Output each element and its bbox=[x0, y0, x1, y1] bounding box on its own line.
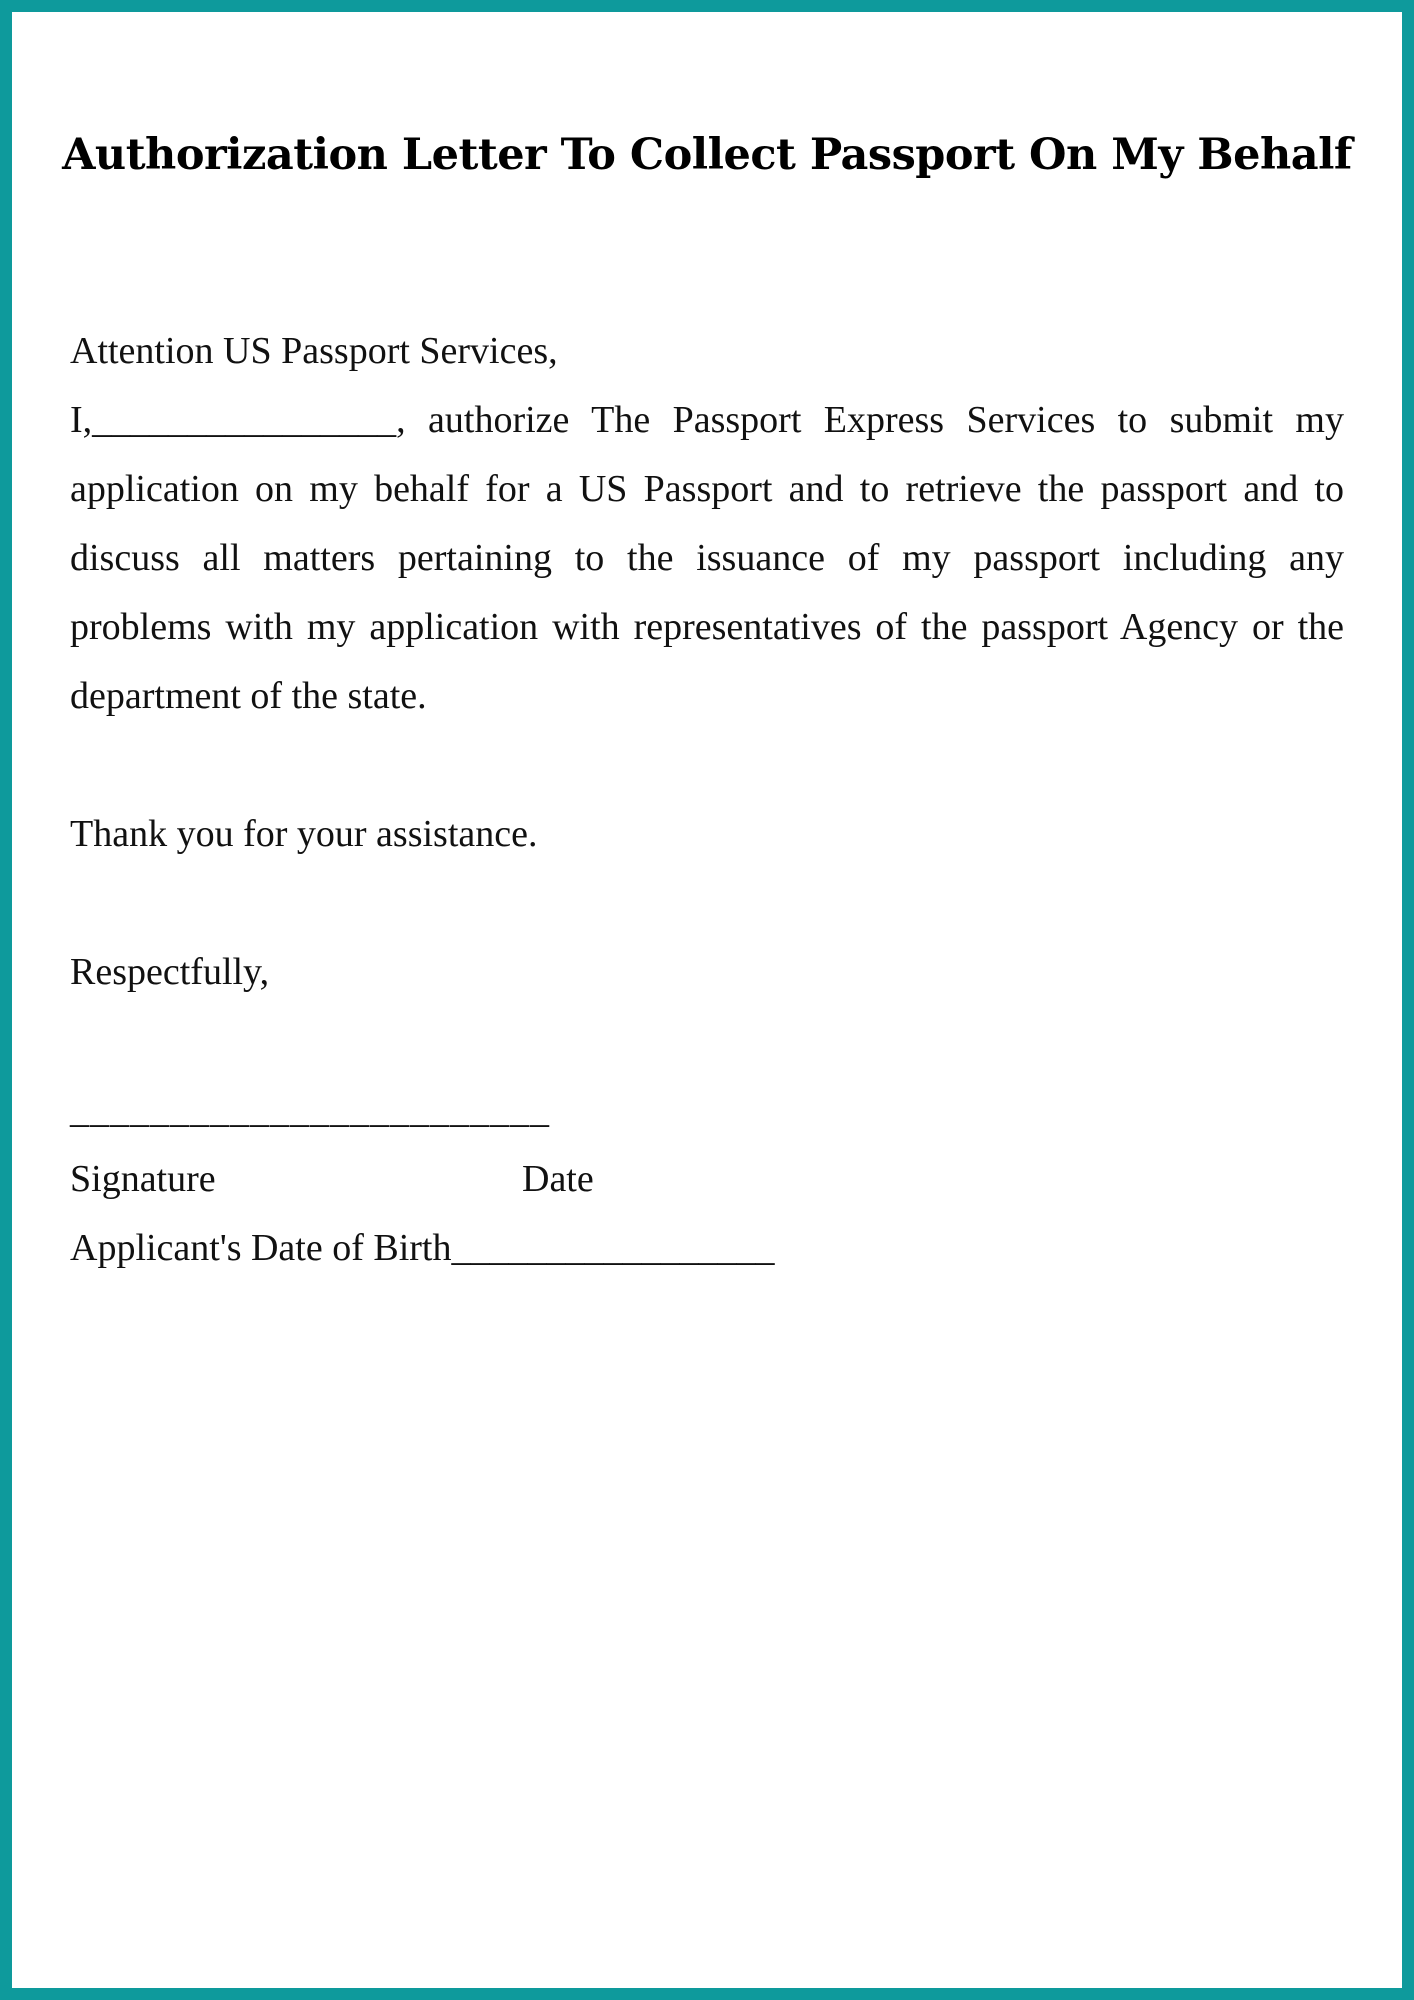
signature-line: ________________________ bbox=[70, 1089, 550, 1131]
signature-label: Signature bbox=[70, 1158, 216, 1200]
letter-content bbox=[70, 317, 1344, 1283]
salutation: Attention US Passport Services, bbox=[70, 330, 558, 372]
date-of-birth-line: Applicant's Date of Birth_________________ bbox=[70, 1227, 775, 1269]
letter-title: Authorization Letter To Collect Passport On My Behalf bbox=[62, 130, 1352, 180]
signature-labels bbox=[70, 1145, 1344, 1214]
body-paragraph: I,________________, authorize The Passport Express Services to submit my application on my behalf for a US Passport and to retrieve the passport and to discuss all matters pertaining to the issuance of my passport including any problems with my application with representatives of the passport Agency or the department of the state. bbox=[70, 399, 1344, 717]
closing-line: Respectfully, bbox=[70, 951, 270, 993]
thanks-line: Thank you for your assistance. bbox=[70, 813, 538, 855]
date-label: Date bbox=[522, 1158, 594, 1200]
